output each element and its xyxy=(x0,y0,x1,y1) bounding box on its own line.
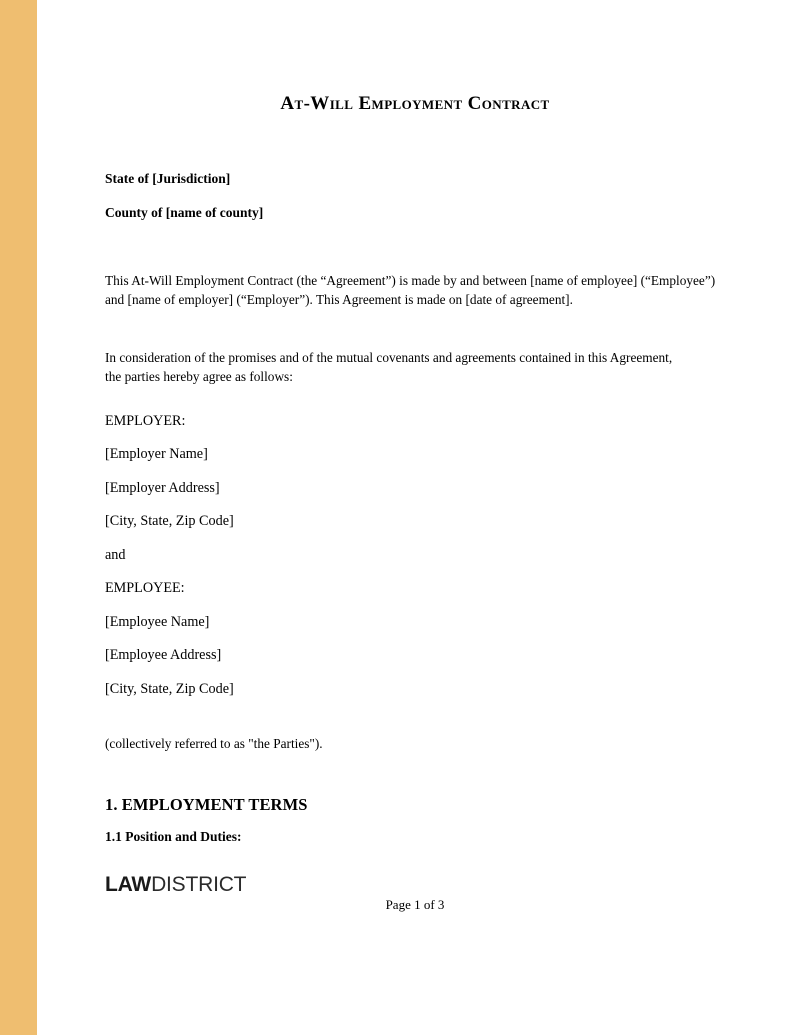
party-line: and xyxy=(105,546,126,563)
party-line: [Employer Name] xyxy=(105,446,208,463)
logo-district-text: DISTRICT xyxy=(151,873,247,896)
jurisdiction-block xyxy=(105,170,725,238)
page-title: At-Will Employment Contract xyxy=(280,93,550,114)
parties-block xyxy=(105,412,725,713)
consideration-paragraph: In consideration of the promises and of the mutual covenants and agreements contained in this Agreement, the parties hereby agree as follows: xyxy=(105,350,673,385)
collective-reference-line: (collectively referred to as "the Parties"). xyxy=(105,736,323,752)
logo-law-text: LAW xyxy=(105,873,152,896)
county-line: County of [name of county] xyxy=(105,205,264,221)
page-number: Page 1 of 3 xyxy=(385,897,445,912)
party-line: EMPLOYER: xyxy=(105,413,186,429)
state-line: State of [Jurisdiction] xyxy=(105,171,231,186)
decorative-side-stripe xyxy=(0,0,37,1035)
subsection-heading-position-and-duties: 1.1 Position and Duties: xyxy=(105,828,242,844)
lawdistrict-logo xyxy=(105,874,246,895)
section-heading-employment-terms: 1. EMPLOYMENT TERMS xyxy=(105,794,308,814)
party-line: [Employee Address] xyxy=(105,647,222,664)
party-line: [Employee Name] xyxy=(105,613,210,630)
party-line: [City, State, Zip Code] xyxy=(105,680,234,697)
intro-paragraph: This At-Will Employment Contract (the “Agreement”) is made by and between [name of employee] (“Employee”) and [name of employer] (“Employer”). This Agreement is made on [date of agreement]. xyxy=(105,273,716,308)
party-line: EMPLOYEE: xyxy=(105,580,185,597)
party-line: [Employer Address] xyxy=(105,479,220,496)
party-line: [City, State, Zip Code] xyxy=(105,513,234,530)
document-content xyxy=(105,0,725,1035)
